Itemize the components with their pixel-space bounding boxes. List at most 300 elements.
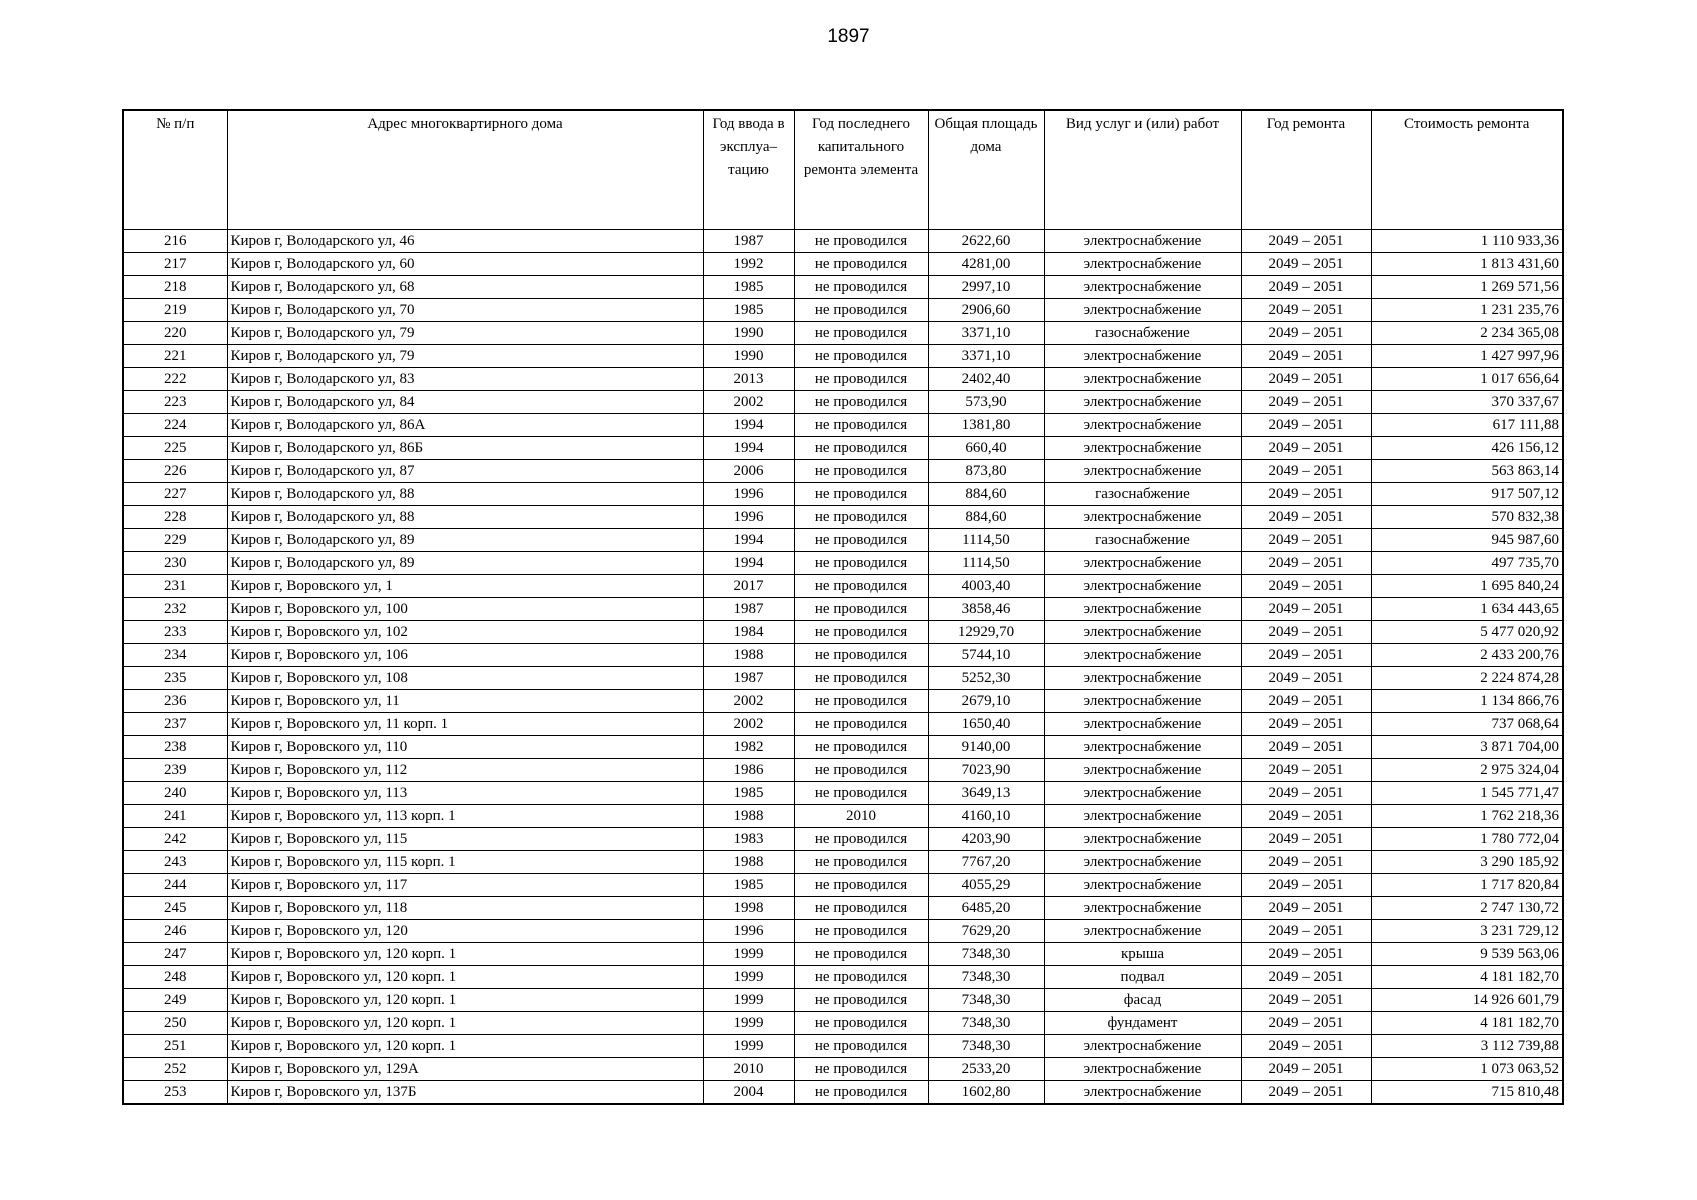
- cell-repair-years: 2049 – 2051: [1241, 345, 1371, 368]
- cell-year-built: 1988: [703, 851, 794, 874]
- cell-work-type: электроснабжение: [1044, 1035, 1241, 1058]
- table-row: [123, 989, 1563, 1012]
- cell-repair-years: 2049 – 2051: [1241, 874, 1371, 897]
- cell-last-repair: не проводился: [794, 667, 928, 690]
- table-row: [123, 690, 1563, 713]
- cell-work-type: электроснабжение: [1044, 782, 1241, 805]
- cell-repair-years: 2049 – 2051: [1241, 299, 1371, 322]
- table-row: [123, 391, 1563, 414]
- cell-work-type: подвал: [1044, 966, 1241, 989]
- cell-work-type: газоснабжение: [1044, 529, 1241, 552]
- cell-num: 246: [123, 920, 227, 943]
- cell-last-repair: не проводился: [794, 437, 928, 460]
- cell-area: 7629,20: [928, 920, 1044, 943]
- cell-last-repair: не проводился: [794, 621, 928, 644]
- cell-repair-years: 2049 – 2051: [1241, 529, 1371, 552]
- cell-last-repair: не проводился: [794, 460, 928, 483]
- table-row: [123, 253, 1563, 276]
- header-repair-years: Год ремонта: [1241, 110, 1371, 230]
- cell-num: 241: [123, 805, 227, 828]
- table-row: [123, 322, 1563, 345]
- cell-last-repair: не проводился: [794, 736, 928, 759]
- cell-work-type: электроснабжение: [1044, 391, 1241, 414]
- cell-address: Киров г, Воровского ул, 113: [227, 782, 703, 805]
- cell-cost: 2 224 874,28: [1371, 667, 1563, 690]
- cell-num: 217: [123, 253, 227, 276]
- cell-address: Киров г, Воровского ул, 120 корп. 1: [227, 1012, 703, 1035]
- cell-year-built: 1994: [703, 552, 794, 575]
- cell-cost: 917 507,12: [1371, 483, 1563, 506]
- cell-last-repair: 2010: [794, 805, 928, 828]
- cell-last-repair: не проводился: [794, 575, 928, 598]
- cell-repair-years: 2049 – 2051: [1241, 805, 1371, 828]
- cell-work-type: электроснабжение: [1044, 621, 1241, 644]
- cell-area: 12929,70: [928, 621, 1044, 644]
- cell-cost: 1 110 933,36: [1371, 230, 1563, 253]
- cell-area: 4281,00: [928, 253, 1044, 276]
- cell-repair-years: 2049 – 2051: [1241, 713, 1371, 736]
- cell-area: 2997,10: [928, 276, 1044, 299]
- cell-last-repair: не проводился: [794, 1058, 928, 1081]
- cell-year-built: 1996: [703, 920, 794, 943]
- cell-year-built: 1986: [703, 759, 794, 782]
- cell-num: 243: [123, 851, 227, 874]
- cell-cost: 3 112 739,88: [1371, 1035, 1563, 1058]
- cell-cost: 14 926 601,79: [1371, 989, 1563, 1012]
- cell-num: 223: [123, 391, 227, 414]
- repair-table: [122, 109, 1564, 1105]
- cell-repair-years: 2049 – 2051: [1241, 621, 1371, 644]
- cell-cost: 2 975 324,04: [1371, 759, 1563, 782]
- header-address: Адрес многоквартирного дома: [227, 110, 703, 230]
- cell-num: 240: [123, 782, 227, 805]
- cell-area: 1114,50: [928, 552, 1044, 575]
- cell-address: Киров г, Воровского ул, 1: [227, 575, 703, 598]
- cell-cost: 426 156,12: [1371, 437, 1563, 460]
- cell-cost: 4 181 182,70: [1371, 966, 1563, 989]
- cell-year-built: 1992: [703, 253, 794, 276]
- cell-year-built: 1985: [703, 299, 794, 322]
- cell-work-type: электроснабжение: [1044, 345, 1241, 368]
- cell-address: Киров г, Володарского ул, 60: [227, 253, 703, 276]
- cell-cost: 1 073 063,52: [1371, 1058, 1563, 1081]
- cell-num: 232: [123, 598, 227, 621]
- table-row: [123, 1081, 1563, 1105]
- cell-area: 2906,60: [928, 299, 1044, 322]
- table-row: [123, 1058, 1563, 1081]
- cell-num: 228: [123, 506, 227, 529]
- cell-area: 7348,30: [928, 943, 1044, 966]
- cell-repair-years: 2049 – 2051: [1241, 828, 1371, 851]
- cell-last-repair: не проводился: [794, 920, 928, 943]
- cell-num: 224: [123, 414, 227, 437]
- cell-address: Киров г, Воровского ул, 112: [227, 759, 703, 782]
- table-header-row: [123, 110, 1563, 230]
- cell-repair-years: 2049 – 2051: [1241, 736, 1371, 759]
- cell-last-repair: не проводился: [794, 690, 928, 713]
- cell-address: Киров г, Воровского ул, 113 корп. 1: [227, 805, 703, 828]
- cell-year-built: 2004: [703, 1081, 794, 1105]
- cell-year-built: 1987: [703, 598, 794, 621]
- table-row: [123, 828, 1563, 851]
- cell-cost: 1 813 431,60: [1371, 253, 1563, 276]
- cell-work-type: электроснабжение: [1044, 759, 1241, 782]
- cell-cost: 2 433 200,76: [1371, 644, 1563, 667]
- cell-cost: 1 545 771,47: [1371, 782, 1563, 805]
- table-row: [123, 529, 1563, 552]
- header-last-repair: Год последнего капитального ремонта элемента: [794, 110, 928, 230]
- cell-year-built: 1987: [703, 667, 794, 690]
- cell-area: 1114,50: [928, 529, 1044, 552]
- cell-num: 249: [123, 989, 227, 1012]
- table-row: [123, 667, 1563, 690]
- cell-address: Киров г, Воровского ул, 108: [227, 667, 703, 690]
- cell-num: 247: [123, 943, 227, 966]
- table-row: [123, 437, 1563, 460]
- cell-last-repair: не проводился: [794, 529, 928, 552]
- cell-address: Киров г, Воровского ул, 137Б: [227, 1081, 703, 1105]
- cell-num: 225: [123, 437, 227, 460]
- cell-repair-years: 2049 – 2051: [1241, 1035, 1371, 1058]
- table-row: [123, 874, 1563, 897]
- cell-repair-years: 2049 – 2051: [1241, 460, 1371, 483]
- cell-repair-years: 2049 – 2051: [1241, 1058, 1371, 1081]
- cell-work-type: электроснабжение: [1044, 1081, 1241, 1105]
- cell-last-repair: не проводился: [794, 391, 928, 414]
- cell-work-type: электроснабжение: [1044, 805, 1241, 828]
- cell-work-type: электроснабжение: [1044, 437, 1241, 460]
- cell-num: 231: [123, 575, 227, 598]
- cell-area: 573,90: [928, 391, 1044, 414]
- cell-cost: 3 290 185,92: [1371, 851, 1563, 874]
- cell-repair-years: 2049 – 2051: [1241, 483, 1371, 506]
- cell-cost: 2 234 365,08: [1371, 322, 1563, 345]
- cell-area: 4055,29: [928, 874, 1044, 897]
- cell-cost: 1 695 840,24: [1371, 575, 1563, 598]
- table-row: [123, 805, 1563, 828]
- cell-cost: 563 863,14: [1371, 460, 1563, 483]
- cell-address: Киров г, Воровского ул, 117: [227, 874, 703, 897]
- table-row: [123, 920, 1563, 943]
- cell-work-type: электроснабжение: [1044, 667, 1241, 690]
- cell-num: 233: [123, 621, 227, 644]
- cell-cost: 945 987,60: [1371, 529, 1563, 552]
- cell-area: 5744,10: [928, 644, 1044, 667]
- cell-work-type: электроснабжение: [1044, 253, 1241, 276]
- table-row: [123, 552, 1563, 575]
- header-year-built: Год ввода в эксплуа– тацию: [703, 110, 794, 230]
- cell-address: Киров г, Воровского ул, 120 корп. 1: [227, 943, 703, 966]
- cell-address: Киров г, Володарского ул, 79: [227, 345, 703, 368]
- cell-last-repair: не проводился: [794, 483, 928, 506]
- cell-area: 3858,46: [928, 598, 1044, 621]
- table-row: [123, 414, 1563, 437]
- cell-cost: 1 427 997,96: [1371, 345, 1563, 368]
- cell-last-repair: не проводился: [794, 828, 928, 851]
- cell-year-built: 1985: [703, 276, 794, 299]
- cell-last-repair: не проводился: [794, 368, 928, 391]
- cell-last-repair: не проводился: [794, 506, 928, 529]
- cell-address: Киров г, Володарского ул, 89: [227, 552, 703, 575]
- cell-repair-years: 2049 – 2051: [1241, 920, 1371, 943]
- cell-area: 7348,30: [928, 1035, 1044, 1058]
- cell-area: 9140,00: [928, 736, 1044, 759]
- cell-address: Киров г, Володарского ул, 70: [227, 299, 703, 322]
- cell-cost: 4 181 182,70: [1371, 1012, 1563, 1035]
- cell-cost: 3 231 729,12: [1371, 920, 1563, 943]
- cell-address: Киров г, Воровского ул, 120 корп. 1: [227, 966, 703, 989]
- cell-last-repair: не проводился: [794, 989, 928, 1012]
- cell-year-built: 1982: [703, 736, 794, 759]
- cell-year-built: 1990: [703, 322, 794, 345]
- cell-cost: 1 780 772,04: [1371, 828, 1563, 851]
- cell-work-type: электроснабжение: [1044, 690, 1241, 713]
- cell-last-repair: не проводился: [794, 966, 928, 989]
- cell-area: 6485,20: [928, 897, 1044, 920]
- cell-area: 873,80: [928, 460, 1044, 483]
- header-cost: Стоимость ремонта: [1371, 110, 1563, 230]
- table-row: [123, 644, 1563, 667]
- table-row: [123, 966, 1563, 989]
- cell-cost: 1 017 656,64: [1371, 368, 1563, 391]
- cell-year-built: 1994: [703, 437, 794, 460]
- table-row: [123, 943, 1563, 966]
- cell-repair-years: 2049 – 2051: [1241, 782, 1371, 805]
- cell-year-built: 1988: [703, 805, 794, 828]
- cell-address: Киров г, Воровского ул, 115: [227, 828, 703, 851]
- cell-repair-years: 2049 – 2051: [1241, 690, 1371, 713]
- cell-num: 245: [123, 897, 227, 920]
- cell-work-type: электроснабжение: [1044, 506, 1241, 529]
- cell-area: 3371,10: [928, 322, 1044, 345]
- cell-num: 237: [123, 713, 227, 736]
- cell-num: 238: [123, 736, 227, 759]
- cell-last-repair: не проводился: [794, 276, 928, 299]
- cell-year-built: 1999: [703, 989, 794, 1012]
- cell-area: 1650,40: [928, 713, 1044, 736]
- cell-repair-years: 2049 – 2051: [1241, 253, 1371, 276]
- cell-num: 227: [123, 483, 227, 506]
- cell-address: Киров г, Володарского ул, 87: [227, 460, 703, 483]
- cell-cost: 370 337,67: [1371, 391, 1563, 414]
- cell-cost: 570 832,38: [1371, 506, 1563, 529]
- cell-address: Киров г, Володарского ул, 46: [227, 230, 703, 253]
- cell-year-built: 2017: [703, 575, 794, 598]
- cell-num: 248: [123, 966, 227, 989]
- cell-address: Киров г, Воровского ул, 11: [227, 690, 703, 713]
- cell-address: Киров г, Воровского ул, 120: [227, 920, 703, 943]
- cell-address: Киров г, Воровского ул, 110: [227, 736, 703, 759]
- cell-address: Киров г, Володарского ул, 84: [227, 391, 703, 414]
- cell-address: Киров г, Воровского ул, 118: [227, 897, 703, 920]
- table-row: [123, 506, 1563, 529]
- cell-year-built: 1999: [703, 943, 794, 966]
- cell-address: Киров г, Володарского ул, 68: [227, 276, 703, 299]
- cell-num: 218: [123, 276, 227, 299]
- cell-work-type: электроснабжение: [1044, 598, 1241, 621]
- cell-year-built: 1990: [703, 345, 794, 368]
- cell-num: 253: [123, 1081, 227, 1105]
- cell-work-type: электроснабжение: [1044, 1058, 1241, 1081]
- table-row: [123, 575, 1563, 598]
- cell-num: 221: [123, 345, 227, 368]
- table-row: [123, 621, 1563, 644]
- cell-last-repair: не проводился: [794, 345, 928, 368]
- cell-work-type: фасад: [1044, 989, 1241, 1012]
- cell-address: Киров г, Володарского ул, 79: [227, 322, 703, 345]
- table-row: [123, 851, 1563, 874]
- cell-work-type: электроснабжение: [1044, 828, 1241, 851]
- cell-address: Киров г, Воровского ул, 106: [227, 644, 703, 667]
- cell-year-built: 1996: [703, 483, 794, 506]
- cell-last-repair: не проводился: [794, 759, 928, 782]
- cell-num: 236: [123, 690, 227, 713]
- cell-cost: 5 477 020,92: [1371, 621, 1563, 644]
- cell-last-repair: не проводился: [794, 299, 928, 322]
- cell-area: 4160,10: [928, 805, 1044, 828]
- cell-num: 251: [123, 1035, 227, 1058]
- cell-year-built: 1999: [703, 966, 794, 989]
- cell-cost: 3 871 704,00: [1371, 736, 1563, 759]
- cell-repair-years: 2049 – 2051: [1241, 368, 1371, 391]
- cell-cost: 1 269 571,56: [1371, 276, 1563, 299]
- cell-cost: 9 539 563,06: [1371, 943, 1563, 966]
- table-row: [123, 736, 1563, 759]
- cell-area: 660,40: [928, 437, 1044, 460]
- cell-repair-years: 2049 – 2051: [1241, 851, 1371, 874]
- cell-repair-years: 2049 – 2051: [1241, 391, 1371, 414]
- table-row: [123, 368, 1563, 391]
- cell-area: 2402,40: [928, 368, 1044, 391]
- cell-year-built: 2002: [703, 690, 794, 713]
- cell-num: 216: [123, 230, 227, 253]
- cell-area: 3371,10: [928, 345, 1044, 368]
- cell-area: 7348,30: [928, 966, 1044, 989]
- cell-repair-years: 2049 – 2051: [1241, 989, 1371, 1012]
- cell-work-type: электроснабжение: [1044, 874, 1241, 897]
- cell-address: Киров г, Воровского ул, 100: [227, 598, 703, 621]
- cell-work-type: электроснабжение: [1044, 851, 1241, 874]
- cell-area: 1602,80: [928, 1081, 1044, 1105]
- table-row: [123, 460, 1563, 483]
- cell-cost: 2 747 130,72: [1371, 897, 1563, 920]
- cell-address: Киров г, Воровского ул, 120 корп. 1: [227, 1035, 703, 1058]
- cell-last-repair: не проводился: [794, 253, 928, 276]
- cell-year-built: 1983: [703, 828, 794, 851]
- cell-last-repair: не проводился: [794, 1012, 928, 1035]
- cell-year-built: 1987: [703, 230, 794, 253]
- cell-address: Киров г, Воровского ул, 129А: [227, 1058, 703, 1081]
- cell-repair-years: 2049 – 2051: [1241, 759, 1371, 782]
- cell-repair-years: 2049 – 2051: [1241, 966, 1371, 989]
- cell-last-repair: не проводился: [794, 598, 928, 621]
- cell-year-built: 2002: [703, 391, 794, 414]
- cell-area: 7767,20: [928, 851, 1044, 874]
- cell-cost: 1 762 218,36: [1371, 805, 1563, 828]
- cell-year-built: 2013: [703, 368, 794, 391]
- cell-work-type: электроснабжение: [1044, 552, 1241, 575]
- cell-address: Киров г, Володарского ул, 88: [227, 483, 703, 506]
- cell-last-repair: не проводился: [794, 713, 928, 736]
- cell-cost: 715 810,48: [1371, 1081, 1563, 1105]
- cell-repair-years: 2049 – 2051: [1241, 644, 1371, 667]
- cell-cost: 1 231 235,76: [1371, 299, 1563, 322]
- cell-work-type: электроснабжение: [1044, 575, 1241, 598]
- cell-year-built: 1999: [703, 1012, 794, 1035]
- cell-repair-years: 2049 – 2051: [1241, 943, 1371, 966]
- table-row: [123, 713, 1563, 736]
- cell-repair-years: 2049 – 2051: [1241, 552, 1371, 575]
- cell-area: 4003,40: [928, 575, 1044, 598]
- cell-last-repair: не проводился: [794, 943, 928, 966]
- table-row: [123, 483, 1563, 506]
- cell-last-repair: не проводился: [794, 644, 928, 667]
- cell-area: 884,60: [928, 506, 1044, 529]
- cell-last-repair: не проводился: [794, 230, 928, 253]
- cell-address: Киров г, Володарского ул, 86А: [227, 414, 703, 437]
- cell-work-type: электроснабжение: [1044, 299, 1241, 322]
- cell-area: 1381,80: [928, 414, 1044, 437]
- table-row: [123, 299, 1563, 322]
- cell-year-built: 1984: [703, 621, 794, 644]
- cell-year-built: 2002: [703, 713, 794, 736]
- cell-repair-years: 2049 – 2051: [1241, 414, 1371, 437]
- cell-num: 234: [123, 644, 227, 667]
- table-row: [123, 276, 1563, 299]
- cell-work-type: электроснабжение: [1044, 920, 1241, 943]
- cell-cost: 1 634 443,65: [1371, 598, 1563, 621]
- cell-num: 219: [123, 299, 227, 322]
- cell-num: 235: [123, 667, 227, 690]
- cell-year-built: 1999: [703, 1035, 794, 1058]
- cell-num: 242: [123, 828, 227, 851]
- cell-work-type: газоснабжение: [1044, 483, 1241, 506]
- cell-work-type: электроснабжение: [1044, 414, 1241, 437]
- cell-area: 4203,90: [928, 828, 1044, 851]
- table-row: [123, 1035, 1563, 1058]
- cell-year-built: 2010: [703, 1058, 794, 1081]
- cell-area: 2533,20: [928, 1058, 1044, 1081]
- cell-last-repair: не проводился: [794, 1081, 928, 1105]
- cell-address: Киров г, Володарского ул, 86Б: [227, 437, 703, 460]
- cell-last-repair: не проводился: [794, 874, 928, 897]
- cell-repair-years: 2049 – 2051: [1241, 1012, 1371, 1035]
- cell-work-type: электроснабжение: [1044, 897, 1241, 920]
- page-number: 1897: [827, 26, 870, 47]
- cell-work-type: электроснабжение: [1044, 368, 1241, 391]
- table-row: [123, 759, 1563, 782]
- cell-address: Киров г, Воровского ул, 11 корп. 1: [227, 713, 703, 736]
- cell-work-type: газоснабжение: [1044, 322, 1241, 345]
- cell-year-built: 1985: [703, 782, 794, 805]
- cell-repair-years: 2049 – 2051: [1241, 437, 1371, 460]
- cell-repair-years: 2049 – 2051: [1241, 598, 1371, 621]
- table-body: [123, 230, 1563, 1105]
- cell-last-repair: не проводился: [794, 414, 928, 437]
- cell-year-built: 1994: [703, 414, 794, 437]
- cell-cost: 737 068,64: [1371, 713, 1563, 736]
- table-row: [123, 897, 1563, 920]
- cell-repair-years: 2049 – 2051: [1241, 322, 1371, 345]
- header-area: Общая площадь дома: [928, 110, 1044, 230]
- cell-year-built: 1998: [703, 897, 794, 920]
- table-row: [123, 230, 1563, 253]
- cell-area: 3649,13: [928, 782, 1044, 805]
- cell-repair-years: 2049 – 2051: [1241, 506, 1371, 529]
- cell-repair-years: 2049 – 2051: [1241, 575, 1371, 598]
- cell-last-repair: не проводился: [794, 782, 928, 805]
- cell-area: 5252,30: [928, 667, 1044, 690]
